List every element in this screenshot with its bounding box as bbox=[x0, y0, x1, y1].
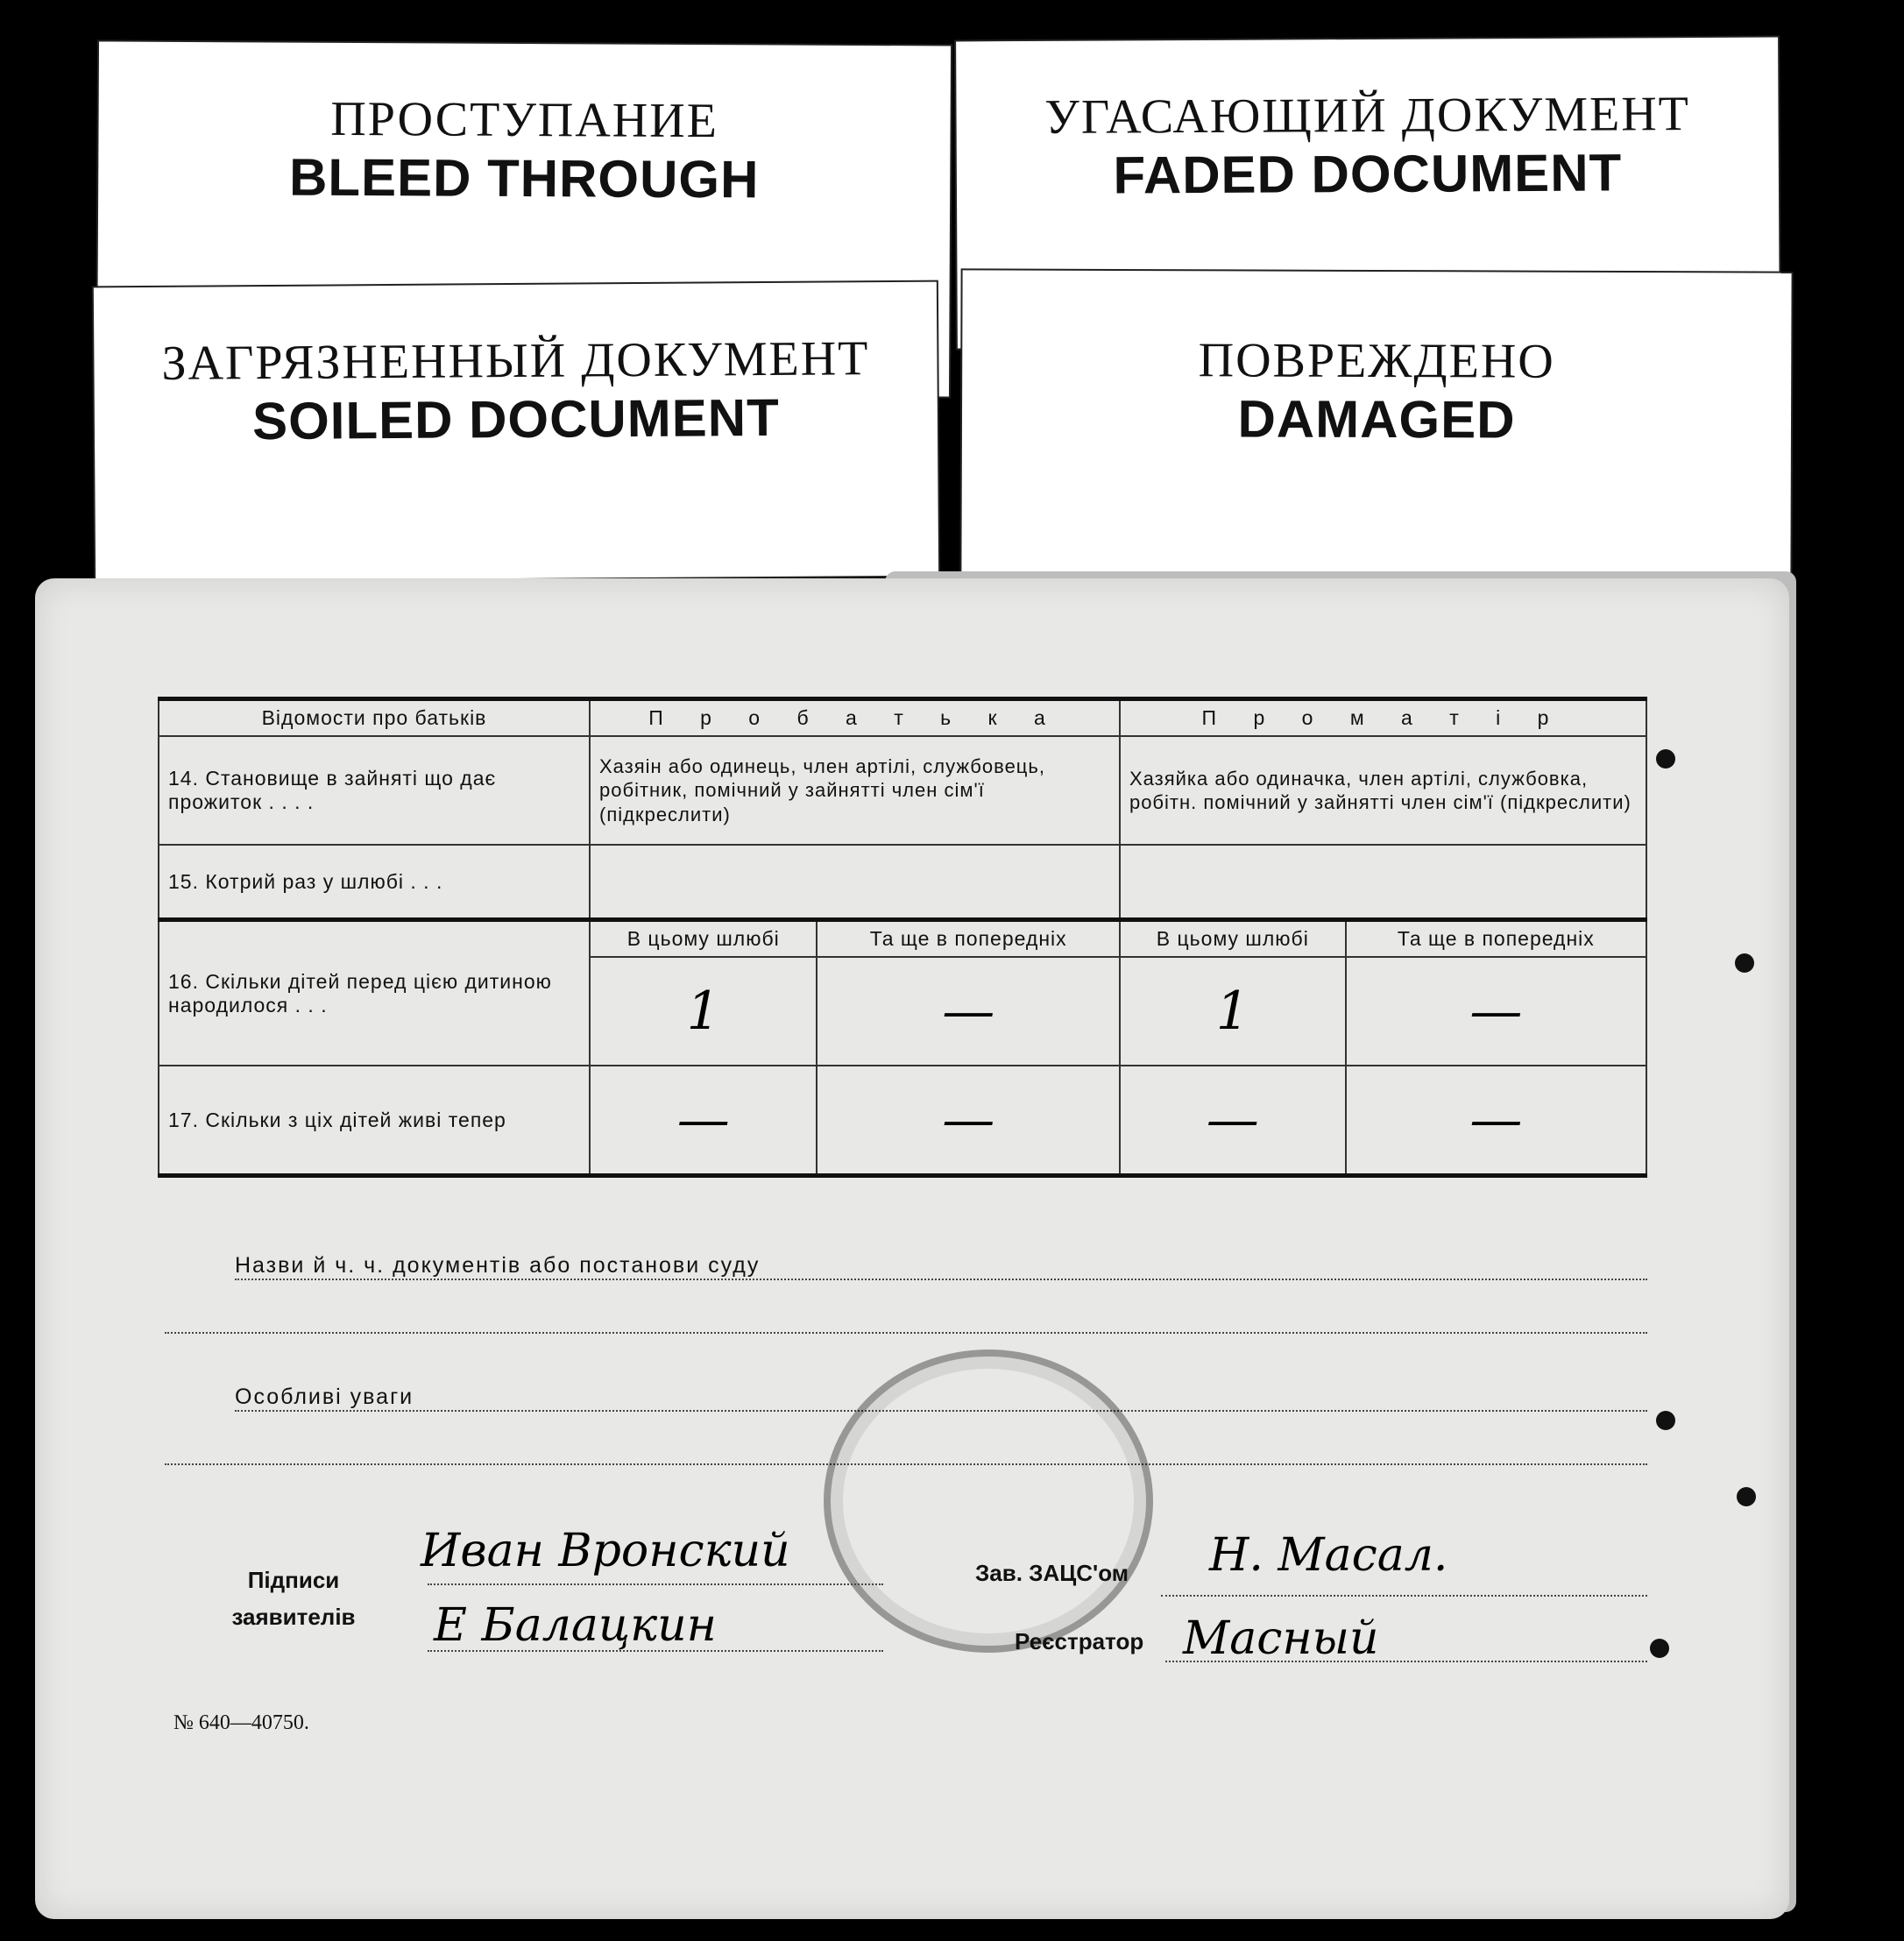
punch-hole bbox=[1656, 1411, 1675, 1430]
documents-extra-line bbox=[165, 1332, 1647, 1334]
row14-mother-options: Хазяйка або одиначка, член артілі, службовка, робітн. помічний у зайнятті член сім'ї (підкреслити) bbox=[1120, 736, 1646, 845]
punch-hole bbox=[1650, 1639, 1669, 1658]
header-about-mother: П р о м а т і р bbox=[1120, 699, 1646, 737]
head-zags-label: Зав. ЗАЦС'ом bbox=[975, 1560, 1129, 1586]
soiled-document-label-card bbox=[94, 282, 938, 582]
head-signature-line bbox=[1161, 1595, 1647, 1597]
row17-value: — bbox=[1346, 1066, 1646, 1176]
row14-label: 14. Становище в зайняті що дає прожиток . . . . bbox=[159, 736, 590, 845]
row17-value: — bbox=[590, 1066, 817, 1176]
row17-value: — bbox=[817, 1066, 1120, 1176]
form-sheet bbox=[35, 578, 1789, 1919]
subheader-father-previous: Та ще в попередніх bbox=[817, 920, 1120, 958]
subheader-father-this-marriage: В цьому шлюбі bbox=[590, 920, 817, 958]
punch-hole bbox=[1656, 749, 1675, 769]
row16-label: 16. Скільки дітей перед цією дитиною народилося . . . bbox=[159, 920, 590, 1066]
signature-line-2 bbox=[428, 1650, 883, 1652]
subheader-mother-this-marriage: В цьому шлюбі bbox=[1120, 920, 1346, 958]
punch-hole bbox=[1735, 953, 1754, 973]
row16-value: — bbox=[817, 957, 1120, 1066]
applicant-signature-2: Е Балацкин bbox=[434, 1599, 717, 1652]
punch-hole bbox=[1737, 1487, 1756, 1506]
bleed-through-en-text: BLEED THROUGH bbox=[288, 147, 760, 209]
header-parents-info: Відомости про батьків bbox=[159, 699, 590, 737]
registrar-label: Реєстратор bbox=[1015, 1628, 1144, 1654]
notes-label: Особливі уваги bbox=[235, 1385, 1647, 1412]
row16-value: 1 bbox=[1120, 957, 1346, 1066]
row15-mother-value bbox=[1120, 845, 1646, 920]
subheader-mother-previous: Та ще в попередніх bbox=[1346, 920, 1646, 958]
faded-document-en-text: FADED DOCUMENT bbox=[1113, 143, 1623, 205]
row17-label: 17. Скільки з ціх дітей живі тепер bbox=[159, 1066, 590, 1176]
registrar-signature-line bbox=[1165, 1661, 1647, 1662]
signature-line-1 bbox=[428, 1583, 883, 1585]
head-zags-signature: Н. Масал. bbox=[1209, 1529, 1448, 1582]
row14-father-options: Хазяін або одинець, член артілі, службовець, робітник, помічний у зайнятті член сім'ї (підкреслити) bbox=[590, 736, 1120, 845]
soiled-document-en-text: SOILED DOCUMENT bbox=[251, 387, 780, 451]
registrar-signature: Масный bbox=[1183, 1612, 1379, 1665]
header-about-father: П р о б а т ь к а bbox=[590, 699, 1120, 737]
row15-label: 15. Котрий раз у шлюбі . . . bbox=[159, 845, 590, 920]
damaged-ru-text: ПОВРЕЖДЕНО bbox=[1198, 333, 1555, 389]
row15-father-value bbox=[590, 845, 1120, 920]
faded-document-ru-text: УГАСАЮЩИЙ ДОКУМЕНТ bbox=[1044, 87, 1691, 145]
soiled-document-ru-text: ЗАГРЯЗНЕННЫЙ ДОКУМЕНТ bbox=[161, 331, 870, 391]
row17-value: — bbox=[1120, 1066, 1346, 1176]
parents-info-table bbox=[158, 697, 1647, 1178]
official-stamp bbox=[824, 1349, 1153, 1653]
damaged-label-card bbox=[961, 270, 1791, 575]
documents-label: Назви й ч. ч. документів або постанови суду bbox=[235, 1253, 1647, 1280]
form-number: № 640—40750. bbox=[173, 1711, 309, 1734]
signatures-label: Підписи заявителів bbox=[231, 1567, 356, 1630]
damaged-en-text: DAMAGED bbox=[1237, 389, 1516, 450]
bleed-through-ru-text: ПРОСТУПАНИЕ bbox=[330, 91, 719, 149]
row16-value: — bbox=[1346, 957, 1646, 1066]
row16-value: 1 bbox=[590, 957, 817, 1066]
applicant-signature-1: Иван Вронский bbox=[421, 1525, 790, 1577]
